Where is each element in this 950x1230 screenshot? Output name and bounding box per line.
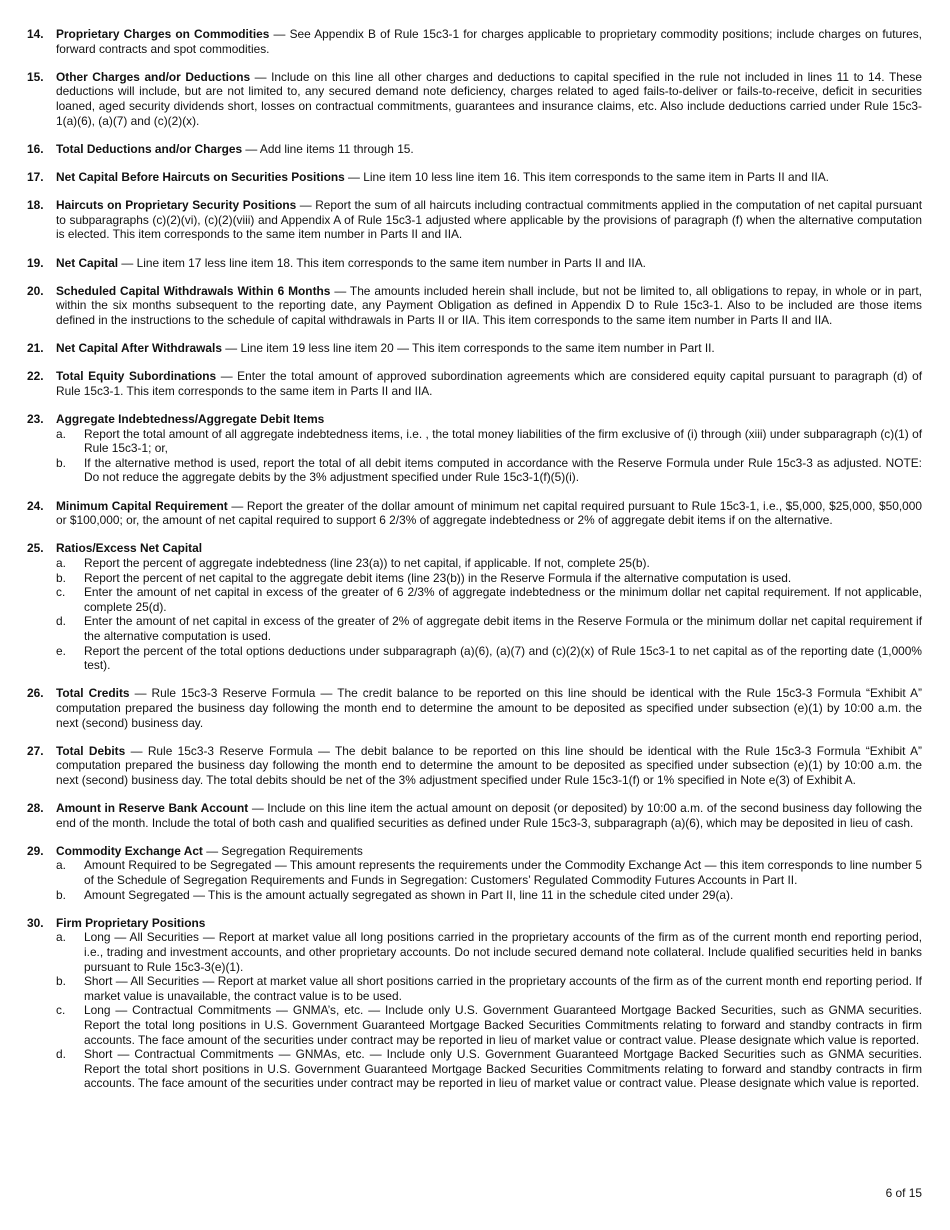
sub-item-letter: c. (56, 585, 66, 600)
item-paragraph (56, 541, 922, 556)
item-paragraph (56, 369, 922, 398)
item-paragraph (56, 844, 922, 859)
instructions-list (27, 27, 922, 1091)
sub-item-text: Report the percent of net capital to the aggregate debit items (line 23(b)) in the Reserve Formula if the alternative computation is used. (84, 570, 792, 585)
item-number: 19. (27, 255, 44, 270)
item-paragraph (56, 256, 922, 271)
item-text: — Enter the total amount of approved subordination agreements which are considered equity capital pursuant to paragraph (d) of Rule 15c3-1. This item corresponds to the same item in Parts II and IIA. (56, 369, 923, 398)
sub-item-text: Short — All Securities — Report at market value all short positions carried in the proprietary accounts of the firm as of the current month end reporting period. If market value is unavailable, the contract value is to be used. (84, 974, 922, 1003)
item-text: — Report the greater of the dollar amount of minimum net capital required pursuant to Rule 15c3-1, i.e., $5,000, $25,000, $50,000 or $100,000; or, the amount of net capital required to support 6 2/3% of aggregate indebtedness or 2% of aggregate debit items if on the alternative. (56, 498, 922, 528)
sub-item-text: Report the total amount of all aggregate indebtedness items, i.e. , the total money liabilities of the firm exclusive of (i) through (xiii) under subparagraph (c)(1) of Rule 15c3-1; or, (84, 426, 922, 456)
item-number: 27. (27, 743, 44, 758)
item-title: Aggregate Indebtedness/Aggregate Debit Items (56, 412, 325, 427)
instruction-item (27, 744, 922, 788)
sub-item-letter: c. (56, 1003, 66, 1018)
sub-item (56, 1047, 922, 1091)
sub-item-text: Enter the amount of net capital in excess of the greater of 6 2/3% of aggregate indebtedness or the minimum dollar net capital requirement. If not applicable, complete 25(d). (84, 585, 922, 614)
item-body (56, 744, 922, 788)
sub-item-letter: b. (56, 455, 66, 470)
item-body (56, 170, 922, 185)
sub-item (56, 974, 922, 1003)
item-title: Net Capital (56, 255, 119, 270)
item-body (56, 70, 922, 128)
item-paragraph (56, 170, 922, 185)
sub-item-text: If the alternative method is used, report the total of all debit items computed in accordance with the Reserve Formula under Rule 15c3-3 as adjusted. NOTE: Do not reduce the aggregate debits by the 3% adjustment specified under Rule 15c3-1(f)(5)(i). (84, 455, 922, 485)
item-title: Firm Proprietary Positions (56, 915, 206, 930)
item-body (56, 142, 922, 157)
item-body (56, 369, 922, 398)
item-title: Other Charges and/or Deductions (56, 69, 251, 84)
item-text: — See Appendix B of Rule 15c3-1 for charges applicable to proprietary commodity positions; include charges on futures, forward contracts and spot commodities. (56, 27, 922, 56)
sub-item (56, 888, 922, 903)
item-title: Net Capital After Withdrawals (56, 341, 222, 356)
item-title: Total Equity Subordinations (56, 369, 217, 384)
item-number: 17. (27, 169, 44, 184)
item-number: 16. (27, 141, 44, 156)
item-title: Scheduled Capital Withdrawals Within 6 Months (56, 283, 331, 298)
sub-item (56, 556, 922, 571)
sub-item-letter: d. (56, 1047, 66, 1062)
item-number: 30. (27, 915, 44, 930)
item-number: 18. (27, 198, 44, 213)
item-paragraph (56, 744, 922, 788)
item-title: Total Credits (56, 686, 130, 701)
item-text: — Include on this line item the actual amount on deposit (or deposited) by 10:00 a.m. of the second business day following the end of the month. Include the total of both cash and qualified securities as defined under Rule 15c3-3, subparagraph (a)(6), which may be deposited in lieu of cash. (56, 801, 922, 830)
instruction-item (27, 541, 922, 672)
item-text: — Include on this line all other charges and deductions to capital specified in the rule not included in lines 11 to 14. These deductions will include, but are not limited to, any secured demand note deficiency, charges related to aged fails-to-deliver or fails-to-receive, deficit in securities loaned, aged security dividends short, losses on contractual commitments, guarantees and insurance claims, etc. Also include deductions carried under Rule 15c3-1(a)(6), (a)(7) and (c)(2)(x). (56, 69, 922, 128)
item-number: 28. (27, 801, 44, 816)
item-body (56, 284, 922, 328)
sub-item-text: Report the percent of the total options deductions under subparagraph (a)(6), (a)(7) and (c)(2)(x) of Rule 15c3-1 to net capital as of the reporting date (1,000% test). (84, 643, 922, 673)
instruction-item (27, 170, 922, 185)
item-number: 22. (27, 369, 44, 384)
item-title: Total Debits (56, 743, 126, 758)
item-title: Ratios/Excess Net Capital (56, 541, 203, 556)
sub-item-letter: b. (56, 887, 66, 902)
item-number: 23. (27, 412, 44, 427)
instruction-item (27, 284, 922, 328)
sub-item-text: Report the percent of aggregate indebtedness (line 23(a)) to net capital, if applicable. If not, complete 25(b). (84, 555, 650, 570)
item-number: 25. (27, 541, 44, 556)
item-paragraph (56, 801, 922, 830)
item-body (56, 341, 922, 356)
sub-item-letter: a. (56, 555, 66, 570)
item-paragraph (56, 70, 922, 128)
instruction-item (27, 499, 922, 528)
item-body (56, 541, 922, 672)
item-body (56, 499, 922, 528)
item-body (56, 686, 922, 730)
instruction-item (27, 801, 922, 830)
sub-item (56, 1003, 922, 1047)
instruction-item (27, 256, 922, 271)
item-text: — Segregation Requirements (202, 843, 363, 858)
item-paragraph (56, 284, 922, 328)
item-paragraph (56, 341, 922, 356)
sub-item-letter: a. (56, 858, 66, 873)
item-text: — Rule 15c3-3 Reserve Formula — The debit balance to be reported on this line should be identical with the Rule 15c3-3 Formula “Exhibit A” computation prepared the business day following the month end to determine the amount to be deposited as specified under subsection (e)(1) by 10:00 a.m. the next (second) business day. The total debits should be net of the 3% adjustment specified under Rule 15c3-1(f) or 1% specified in Note e(3) of Exhibit A. (56, 743, 922, 787)
sub-item (56, 427, 922, 456)
instruction-item (27, 70, 922, 128)
item-body (56, 27, 922, 56)
item-paragraph (56, 916, 922, 931)
sub-item-letter: b. (56, 974, 66, 989)
instruction-item (27, 916, 922, 1091)
item-body (56, 916, 922, 1091)
instruction-item (27, 369, 922, 398)
instruction-item (27, 844, 922, 902)
item-text: — Report the sum of all haircuts including contractual commitments applied in the computation of net capital pursuant to subparagraphs (c)(2)(vi), (c)(2)(viii) and Appendix A of Rule 15c3-1 adjusted where applicable by the provisions of paragraph (f) when the alternative computation is elected. This item corresponds to the same item number in Parts II and IIA. (56, 198, 923, 242)
sub-item-letter: b. (56, 570, 66, 585)
item-paragraph (56, 198, 922, 242)
item-text: — Line item 17 less line item 18. This item corresponds to the same item number in Parts II and IIA. (118, 255, 646, 270)
sub-item (56, 930, 922, 974)
sub-item-letter: a. (56, 930, 66, 945)
item-text: — Add line items 11 through 15. (242, 141, 414, 156)
item-body (56, 256, 922, 271)
item-title: Net Capital Before Haircuts on Securities Positions (56, 169, 345, 184)
item-number: 29. (27, 843, 44, 858)
item-number: 26. (27, 686, 44, 701)
sub-item-text: Long — All Securities — Report at market value all long positions carried in the proprietary accounts of the firm as of the current month end reporting period, i.e., trading and investment accounts, and other proprietary accounts. Do not include secured demand note collateral. Include qualified securities held in banks pursuant to Rule 15c3-3(e)(1). (84, 930, 922, 974)
sub-item-text: Amount Segregated — This is the amount actually segregated as shown in Part II, line 11 in the schedule cited under 29(a). (84, 887, 734, 902)
sub-item (56, 614, 922, 643)
item-title: Commodity Exchange Act (56, 843, 203, 858)
item-paragraph (56, 686, 922, 730)
sub-item-text: Short — Contractual Commitments — GNMAs, etc. — Include only U.S. Government Guaranteed Mortgage Backed Securities such as GNMA securities. Report the total short positions in U.S. Government Guaranteed Mortgage Backed Securities Commitments relating to forward and standby contracts in firm accounts. The face amount of the securities under contract may be reported in lieu of market value or contract value. Please designate which value is reported. (84, 1047, 922, 1091)
item-number: 15. (27, 69, 44, 84)
sub-item (56, 571, 922, 586)
instruction-item (27, 686, 922, 730)
page-number: 6 of 15 (885, 1186, 922, 1200)
item-body (56, 801, 922, 830)
item-title: Proprietary Charges on Commodities (56, 27, 270, 41)
item-text: — The amounts included herein shall include, but not be limited to, all obligations to repay, in whole or in part, within the six months subsequent to the reporting date, any Payment Obligation as defined in Appendix D to Rule 15c3-1. Also to be included are those items defined in the instructions to the schedule of capital withdrawals in Parts II or IIA. This item corresponds to the same item number in Parts II and IIA. (56, 283, 922, 327)
item-text: — Line item 19 less line item 20 — This item corresponds to the same item number in Part II. (221, 341, 715, 356)
item-body (56, 198, 922, 242)
item-title: Minimum Capital Requirement (56, 498, 228, 513)
sub-item (56, 858, 922, 887)
item-title: Total Deductions and/or Charges (56, 141, 243, 156)
item-paragraph (56, 412, 922, 427)
item-number: 14. (27, 27, 44, 41)
item-number: 21. (27, 341, 44, 356)
item-body (56, 412, 922, 485)
sub-item-letter: a. (56, 426, 66, 441)
sub-item (56, 585, 922, 614)
sub-item-text: Long — Contractual Commitments — GNMA’s, etc. — Include only U.S. Government Guaranteed Mortgage Backed Securities, such as GNMA securities. Report the total long positions in U.S. Government Guaranteed Mortgage Backed Securities Commitments relating to forward and standby contracts in firm accounts. The face amount of the securities under contract may be reported in lieu of market value or contract value. Please designate which value is reported. (84, 1003, 922, 1047)
instruction-item (27, 27, 922, 56)
item-paragraph (56, 142, 922, 157)
sub-item-text: Amount Required to be Segregated — This amount represents the requirements under the Commodity Exchange Act — this item corresponds to line number 5 of the Schedule of Segregation Requirements and Funds in Segregation: Customers’ Regulated Commodity Futures Accounts in Part II. (84, 858, 922, 888)
item-title: Amount in Reserve Bank Account (56, 801, 249, 816)
item-title: Haircuts on Proprietary Security Positions (56, 198, 297, 213)
sub-item (56, 644, 922, 673)
item-body (56, 844, 922, 902)
sub-item-text: Enter the amount of net capital in excess of the greater of 2% of aggregate debit items in the Reserve Formula or the minimum dollar net capital requirement if the alternative computation is used. (84, 614, 922, 643)
item-paragraph (56, 27, 922, 56)
item-number: 24. (27, 498, 44, 513)
sub-item-letter: d. (56, 614, 66, 629)
instruction-item (27, 341, 922, 356)
sub-item-letter: e. (56, 643, 66, 658)
sub-item (56, 456, 922, 485)
instruction-item (27, 142, 922, 157)
item-text: — Rule 15c3-3 Reserve Formula — The credit balance to be reported on this line should be identical with the Rule 15c3-3 Formula “Exhibit A” computation prepared the business day following the month end to determine the amount to be deposited as specified under subsection (e)(1) by 10:00 a.m. the next (second) business day. (56, 686, 922, 730)
item-paragraph (56, 499, 922, 528)
item-number: 20. (27, 283, 44, 298)
instruction-item (27, 412, 922, 485)
instruction-item (27, 198, 922, 242)
item-text: — Line item 10 less line item 16. This item corresponds to the same item in Parts II and IIA. (344, 169, 829, 184)
